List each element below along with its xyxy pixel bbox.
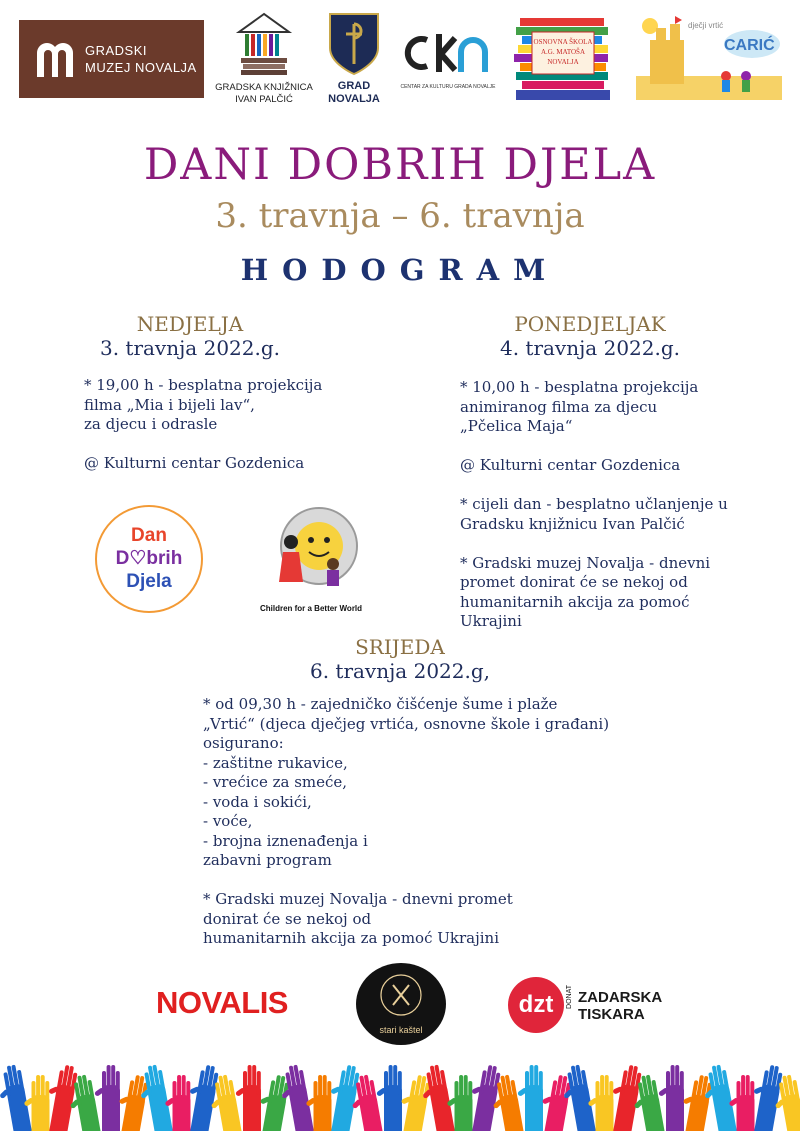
vrtic-small-label: dječji vrtić <box>688 21 724 30</box>
children-better-world-logo <box>255 502 367 614</box>
srijeda-date: 6. travnja 2022.g, <box>309 659 491 683</box>
ponedjeljak-header <box>470 312 710 360</box>
grad-line2: NOVALJA <box>328 93 380 105</box>
skola-line2: A.G. MATOŠA <box>540 48 586 56</box>
badge-line2: D♡brih <box>115 548 183 569</box>
vrtic-name: CARIĆ <box>724 37 775 54</box>
dzt-line2: TISKARA <box>578 1006 645 1023</box>
ponedjeljak-date: 4. travnja 2022.g. <box>499 336 681 360</box>
logo-gradska-knjiznica <box>210 12 318 112</box>
books-icon <box>512 14 616 106</box>
grad-line1: GRAD <box>337 80 371 92</box>
nedjelja-date: 3. travnja 2022.g. <box>99 336 281 360</box>
stari-kastel-logo <box>356 963 446 1045</box>
sandcastle-icon <box>636 14 782 100</box>
dan-dobrih-djela-badge <box>95 505 203 613</box>
srijeda-program: * od 09,30 h - zajedničko čišćenje šume i plaže „Vrtić“ (djeca dječjeg vrtića, osnovne škole i građani) osigurano: - zaštitne rukavice, - vrećice za smeće, - voda i sokići, - voće, - brojna iznenađenja i zabavni program * Gradski muzej Novalja - dnevni promet donirat će se nekoj od humanitarnih akcija za pomoć Ukrajini <box>203 695 610 947</box>
nedjelja-name: NEDJELJA <box>136 312 244 336</box>
logo-ckn <box>398 28 498 108</box>
ponedjeljak-name: PONEDJELJAK <box>514 312 666 336</box>
page-title: DANI DOBRIH DJELA <box>143 140 657 190</box>
nedjelja-header <box>80 312 300 360</box>
museum-icon <box>29 33 81 85</box>
hodogram-heading: HODOGRAM <box>240 253 560 287</box>
dzt-line1: ZADARSKA <box>578 989 663 1006</box>
ckn-icon <box>403 28 493 78</box>
colorful-hands-decoration <box>0 1055 800 1131</box>
children-globe-icon <box>261 502 361 600</box>
badge-line3: Djela <box>126 571 172 592</box>
logo-grad-novalja <box>325 12 383 112</box>
dzt-donat: DONAT <box>566 985 573 1009</box>
logo-osnovna-skola <box>512 14 616 106</box>
library-icon <box>235 12 293 78</box>
ckn-caption: CENTAR ZA KULTURU GRADA NOVALJE <box>400 84 496 90</box>
muzej-line1: GRADSKI <box>85 43 148 58</box>
skola-line3: NOVALJA <box>547 58 579 66</box>
novalis-logo: NOVALIS <box>156 985 288 1020</box>
srijeda-name: SRIJEDA <box>355 635 445 659</box>
cutlery-icon <box>356 963 446 1023</box>
knjiznica-line1: GRADSKA KNJIŽNICA <box>215 82 313 93</box>
logo-gradski-muzej <box>19 20 204 98</box>
event-dates: 3. travnja – 6. travnja <box>215 196 585 236</box>
srijeda-header <box>270 635 530 683</box>
hand-icon <box>0 1064 34 1131</box>
stari-kastel-label: stari kaštel <box>379 1025 423 1035</box>
badge-line1: Dan <box>131 525 167 546</box>
skola-line1: OSNOVNA ŠKOLA <box>533 38 593 46</box>
zadarska-tiskara-logo <box>508 977 663 1027</box>
cbw-caption: Children for a Better World <box>259 604 363 613</box>
muzej-line2: MUZEJ NOVALJA <box>85 60 197 75</box>
logo-djecji-vrtic <box>636 14 782 100</box>
ponedjeljak-program: * 10,00 h - besplatna projekcija animiranog filma za djecu „Pčelica Maja“ @ Kulturni centar Gozdenica * cijeli dan - besplatno učlanjenje u Gradsku knjižnicu Ivan Palčić * Gradski muzej Novalja - dnevni promet donirat će se nekoj od humanitarnih akcija za pomoć Ukrajini <box>460 378 728 630</box>
coat-of-arms-icon <box>328 12 380 76</box>
dzt-mark: dzt <box>508 977 564 1033</box>
nedjelja-program: * 19,00 h - besplatna projekcija filma „Mia i bijeli lav“, za djecu i odrasle @ Kulturni centar Gozdenica <box>84 376 323 472</box>
knjiznica-line2: IVAN PALČIĆ <box>235 94 293 105</box>
